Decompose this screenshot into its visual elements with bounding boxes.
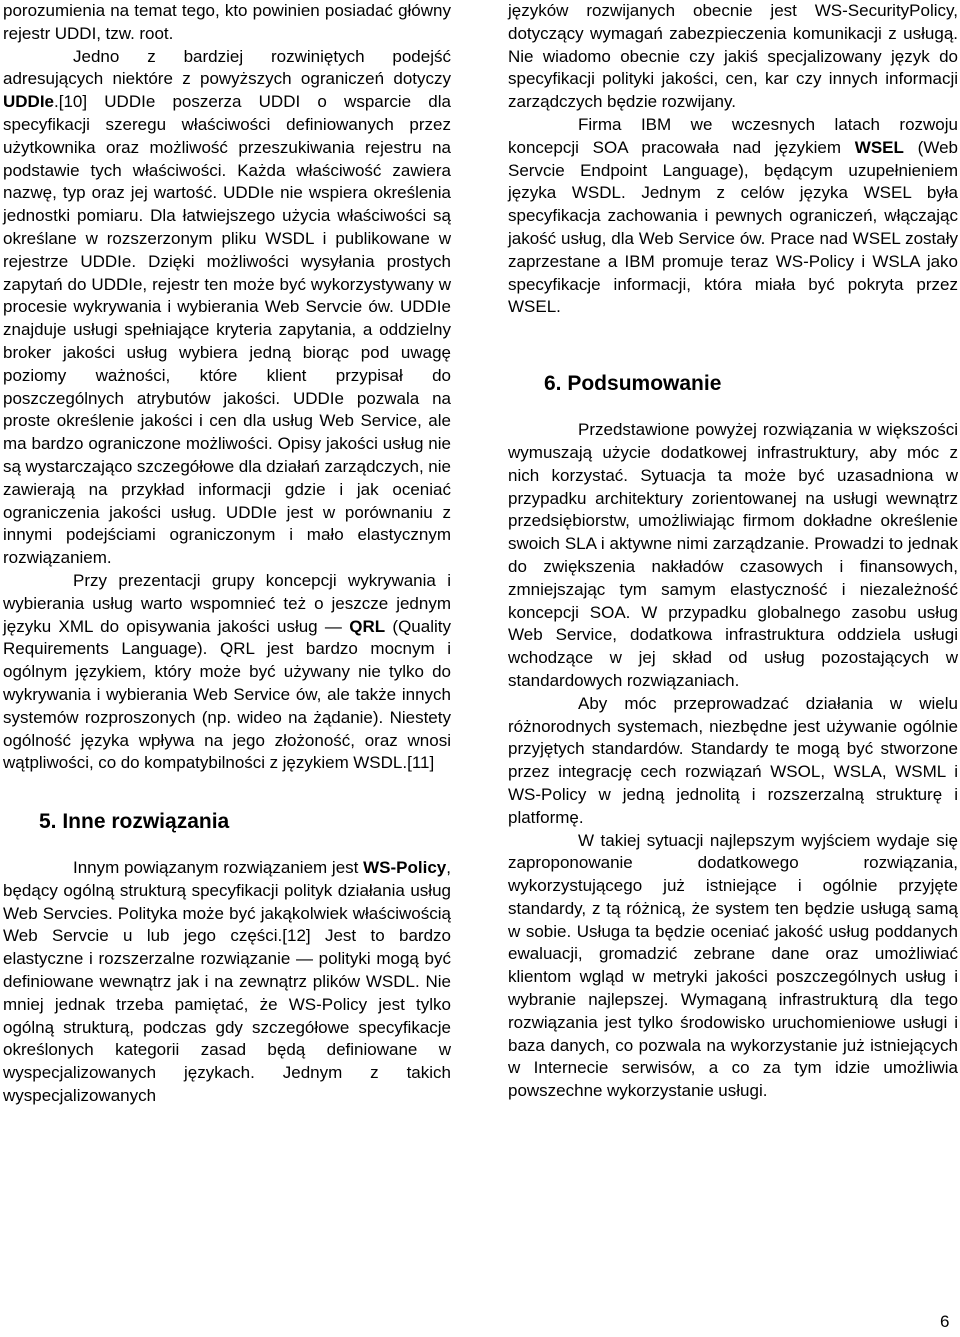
section-heading-5: 5. Inne rozwiązania bbox=[39, 810, 230, 834]
paragraph-text: , będący ogólną strukturą specyfikacji polityk działania usług Web Servcies. Polityka może być jakąkolwiek właściwością Web Servcie u lub jego części.[12] Jest to bardzo elastyczne i rozszerzalne rozwiązanie — polityki mogą być definiowane wewnątrz jak i na zewnątrz plików WSDL. Nie mniej jednak trzeba pamiętać, że WS-Policy jest tylko ogólną strukturą, podczas gdy szczegółowe specyfikacje określonych kategorii zasad będą definiowane w wyspecjalizowanych językach. Jednym z takich wyspecjalizowanych bbox=[3, 858, 451, 1106]
paragraph-text: Firma IBM we wczesnych latach rozwoju koncepcji SOA pracowała nad językiem bbox=[508, 114, 958, 157]
right-column bbox=[508, 0, 958, 1103]
paragraph-text: (Web Servcie Endpoint Language), będącym uzupełnieniem języka WSDL. Jednym z celów języka WSEL była specyfikacja zachowania i pewnych ograniczeń, włączając jakość usług, dla Web Service ów. Prace nad WSEL zostały zaprzestane a IBM promuje teraz WS-Policy i WSLA jako specyfikacje informacji, która miała być pokryta przez WSEL. bbox=[508, 137, 958, 317]
paragraph: W takiej sytuacji najlepszym wyjściem wydaje się zaproponowanie dodatkowego rozwiązania, wykorzystującego już istniejące i ogólnie przyjęte standardy, z tą różnicą, że system ten będzie usługą samą w sobie. Usługa ta będzie oceniać jakość usług poddanych ewaluacji, gromadzić zebrane dane oraz umożliwiać klientom wgląd w metryki jakości poszczególnych usług i wybranie najlepszej. Wymaganą infrastrukturą dla tego rozwiązania jest tylko środowisko uruchomieniowe usługi i baza danych, co pozwala na wykorzystanie już istniejących w Internecie serwisów, a co za tym idzie umożliwia powszechne wykorzystanie usługi. bbox=[508, 830, 958, 1101]
paragraph-qrl bbox=[3, 570, 451, 775]
paragraph: Aby móc przeprowadzać działania w wielu różnorodnych systemach, niezbędne jest używanie ogólnie przyjętych standardów. Standardy te mogą być stworzone przez integrację cech rozwiązań WSOL, WSLA, WSML i WS-Policy w jedną jednolitą i rozszerzalną strukturę i platformę. bbox=[508, 693, 958, 827]
paragraph: Przedstawione powyżej rozwiązania w większości wymuszają użycie dodatkowej infrastruktury, aby móc z nich korzystać. Sytuacja ta może być uzasadniona w przypadku architektury zorientowanej na usługi wewnątrz przedsiębiorstw, umożliwiając firmom dokładne określenie swoich SLA i aktywne nimi zarządzanie. Prowadzi to jednak do zwiększenia nakładów czasowych i finansowych, zmniejszając tym samym elastyczność i niezależność koncepcji SOA. W przypadku globalnego zasobu usług Web Service, dodatkowa infrastruktura oddziela usługi wchodzące w jej skład od usług pozostających w standardowych rozwiązaniach. bbox=[508, 420, 958, 690]
paragraph-wsel bbox=[508, 114, 958, 319]
paragraph-text: Przy prezentacji grupy koncepcji wykrywania i wybierania usług warto wspomnieć też o jeszcze jednym języku XML do opisywania jakości usług — bbox=[3, 570, 451, 636]
paragraph-ws-policy bbox=[3, 857, 451, 1108]
term-wsel: WSEL bbox=[854, 137, 904, 157]
term-ws-policy: WS-Policy bbox=[363, 858, 447, 878]
paragraph: porozumienia na temat tego, kto powinien posiadać główny rejestr UDDI, tzw. root. bbox=[3, 1, 451, 43]
paragraph: języków rozwijanych obecnie jest WS-SecurityPolicy, dotyczący wymagań zabezpieczenia komunikacji z usługą. Nie wiadomo obecnie czy jakiś specjalizowany język do specyfikacji polityki jakości, cen, kar czy innych informacji zarządczych będzie rozwijany. bbox=[508, 1, 958, 112]
section-heading-6: 6. Podsumowanie bbox=[544, 372, 722, 396]
paragraph-text: Innym powiązanym rozwiązaniem jest bbox=[73, 858, 364, 878]
paragraph-uddie bbox=[3, 46, 451, 570]
page-number: 6 bbox=[940, 1312, 950, 1331]
term-uddie: UDDIe bbox=[3, 92, 55, 112]
paragraph-text: (Quality Requirements Language). QRL jest bardzo mocnym i ogólnym językiem, który może być używany nie tylko do wykrywania i wybierania Web Service ów, ale także innych systemów rozproszonych (np. wideo na żądanie). Niestety ogólność języka wpływa na jego złożoność, oraz wnosi wątpliwości, co do kompatybilności z językiem WSDL.[11] bbox=[3, 616, 451, 773]
left-column bbox=[3, 0, 451, 1108]
paragraph-text: .[10] UDDIe poszerza UDDI o wsparcie dla specyfikacji szeregu właściwości definiowanych przez użytkownika oraz możliwość przeszukiwania rejestru na podstawie tych właściwości. Każda właściwość zawiera nazwę, typ oraz jej wartość. UDDIe nie wspiera określenia jednostki pomiaru. Dla łatwiejszego użycia właściwości są określane w rozszerzonym pliku WSDL i publikowane w rejestrze UDDIe. Dzięki możliwości wysyłania prostych zapytań do UDDIe, rejestr ten może być wykorzystywany w procesie wykrywania i wybierania Web Servcie ów. UDDIe znajduje usługi spełniające kryteria zapytania, a oddzielny broker jakości usług wybiera jedną biorąc pod uwagę poziomy ważności, które klient przypisał do poszczególnych atrybutów jakości. UDDIe pozwala na proste określenie jakości i cen dla usług Web Service, ale ma bardzo ograniczone możliwości. Opisy jakości usług nie są wystarczająco szczegółowe dla działań zarządczych, nie zawierają na przykład informacji gdzie i jak oceniać ograniczenia jakości usług. UDDIe jest w porównaniu z innymi podejściami ograniczonym i mało elastycznym rozwiązaniem. bbox=[3, 92, 451, 568]
term-qrl: QRL bbox=[349, 616, 386, 636]
paragraph-text: Jedno z bardziej rozwiniętych podejść adresujących niektóre z powyższych ograniczeń dotyczy bbox=[3, 46, 451, 89]
